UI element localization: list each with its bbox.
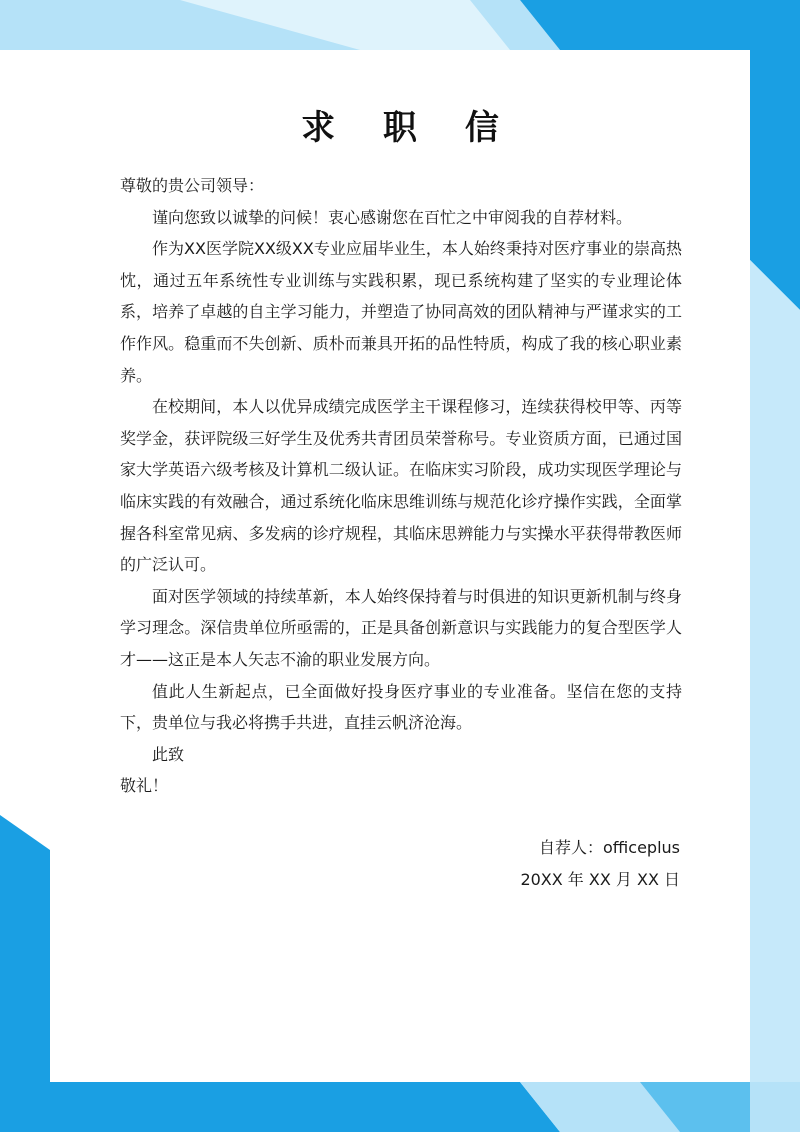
paragraph-greeting: 谨向您致以诚挚的问候！衷心感谢您在百忙之中审阅我的自荐材料。: [152, 207, 633, 227]
closing-line-1: 此致: [152, 744, 185, 764]
right-light-band: [750, 260, 800, 1132]
letter-title: 求 职 信: [301, 108, 517, 148]
paragraph-conclusion: 值此人生新起点，已全面做好投身医疗事业的专业准备。坚信在您的支持下，贵单位与我必将携手共进，直挂云帆济沧海。: [120, 681, 682, 733]
letter-date: 20XX 年 XX 月 XX 日: [520, 870, 680, 889]
top-right-band: [520, 0, 800, 50]
letter-body: [120, 170, 682, 802]
left-light-band: [0, 50, 50, 820]
bottom-band: [0, 1082, 560, 1132]
sender-name: 自荐人：officeplus: [539, 838, 680, 857]
paragraph-introduction: 作为XX医学院XX级XX专业应届毕业生，本人始终秉持对医疗事业的崇高热忱，通过五年系统性专业训练与实践积累，现已系统构建了坚实的专业理论体系，培养了卓越的自主学习能力，并塑造了协同高效的团队精神与严谨求实的工作作风。稳重而不失创新、质朴而兼具开拓的品性特质，构成了我的核心职业素养。: [120, 239, 682, 385]
paragraph-aspiration: 面对医学领域的持续革新，本人始终保持着与时俱进的知识更新机制与终身学习理念。深信贵单位所亟需的，正是具备创新意识与实践能力的复合型医学人才——这正是本人矢志不渝的职业发展方向。: [120, 586, 682, 669]
closing-line-2: 敬礼！: [120, 776, 169, 796]
salutation: 尊敬的贵公司领导：: [120, 176, 265, 195]
paragraph-achievements: 在校期间，本人以优异成绩完成医学主干课程修习，连续获得校甲等、丙等奖学金，获评院级三好学生及优秀共青团员荣誉称号。专业资质方面，已通过国家大学英语六级考核及计算机二级认证。在临床实习阶段，成功实现医学理论与临床实践的有效融合，通过系统化临床思维训练与规范化诊疗操作实践，全面掌握各科室常见病、多发病的诊疗规程，其临床思辨能力与实操水平获得带教医师的广泛认可。: [120, 397, 682, 575]
signature-block: [520, 832, 680, 896]
